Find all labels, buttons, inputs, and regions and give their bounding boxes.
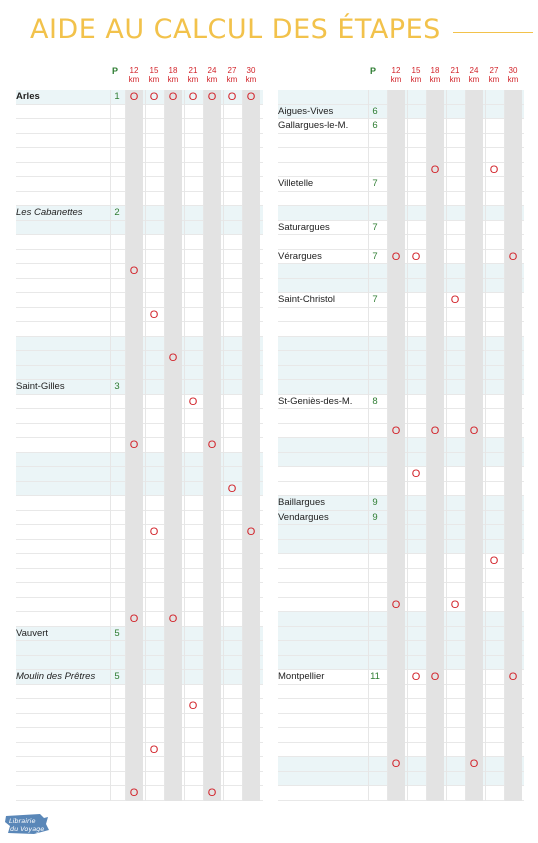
- town-name: Vendargues: [278, 511, 329, 523]
- column-separator: [407, 90, 408, 801]
- stage-marker: O: [129, 439, 139, 451]
- left-grid: [16, 90, 263, 801]
- distance-column-band: [504, 90, 522, 801]
- town-name: Les Cabanettes: [16, 207, 83, 218]
- town-name: Saint-Gilles: [16, 381, 65, 392]
- right-panel: [278, 64, 524, 801]
- distance-header-12: 12 km: [390, 66, 402, 84]
- stage-marker: O: [450, 294, 460, 306]
- distance-header-15: 15 km: [410, 66, 422, 84]
- distance-column-band: [426, 90, 444, 801]
- stage-marker: O: [149, 308, 159, 321]
- town-name: Arles: [16, 91, 40, 102]
- stage-marker: O: [489, 555, 499, 567]
- stage-marker: O: [469, 424, 479, 437]
- town-p-value: 6: [372, 105, 378, 117]
- distance-header-30: 30 km: [507, 66, 519, 84]
- stage-marker: O: [207, 91, 217, 103]
- distance-header-24: 24 km: [206, 66, 218, 84]
- right-grid: [278, 90, 524, 801]
- stage-marker: O: [207, 439, 217, 451]
- town-p-value: 11: [370, 671, 380, 682]
- stage-marker: O: [168, 352, 178, 364]
- stage-marker: O: [391, 598, 401, 611]
- stage-marker: O: [246, 91, 256, 103]
- stage-marker: O: [188, 395, 198, 408]
- town-p-value: 9: [372, 497, 378, 508]
- stage-marker: O: [469, 758, 479, 770]
- stage-marker: O: [430, 163, 440, 176]
- town-name: Vauvert: [16, 627, 49, 639]
- distance-header-18: 18 km: [167, 66, 179, 84]
- stage-marker: O: [129, 787, 139, 799]
- title-rule: [453, 32, 533, 33]
- distance-header-18: 18 km: [429, 66, 441, 84]
- column-separator: [485, 90, 486, 801]
- column-separator: [426, 90, 427, 801]
- stage-marker: O: [188, 91, 198, 103]
- distance-header-30: 30 km: [245, 66, 257, 84]
- town-name: Saturargues: [278, 221, 330, 233]
- town-name: Montpellier: [278, 671, 325, 682]
- distance-header-21: 21 km: [449, 66, 461, 84]
- column-separator: [242, 90, 243, 801]
- town-name: Vérargues: [278, 250, 322, 262]
- column-separator: [164, 90, 165, 801]
- stage-marker: O: [508, 250, 518, 263]
- town-name: Moulin des Prêtres: [16, 671, 96, 682]
- column-separator: [368, 90, 369, 801]
- town-name: Saint-Christol: [278, 294, 336, 305]
- distance-column-band: [465, 90, 483, 801]
- column-separator: [145, 90, 146, 801]
- publisher-logo: [4, 812, 50, 836]
- town-name: Aigues-Vives: [278, 105, 334, 117]
- town-p-value: 9: [372, 511, 378, 523]
- svg-text:Librairie: Librairie: [9, 817, 36, 825]
- stage-marker: O: [207, 787, 217, 799]
- town-p-value: 7: [372, 250, 378, 262]
- town-p-value: 7: [372, 178, 378, 189]
- distance-header-12: 12 km: [128, 66, 140, 84]
- column-separator: [110, 90, 111, 801]
- stage-marker: O: [227, 91, 237, 103]
- stage-marker: O: [149, 743, 159, 756]
- stage-marker: O: [227, 482, 237, 495]
- distance-column-band: [242, 90, 260, 801]
- stage-marker: O: [129, 91, 139, 103]
- stage-marker: O: [129, 265, 139, 277]
- stage-marker: O: [246, 526, 256, 538]
- stage-marker: O: [508, 671, 518, 683]
- town-p-value: 3: [114, 381, 120, 392]
- stage-marker: O: [149, 526, 159, 538]
- stage-marker: O: [391, 250, 401, 263]
- distance-header-27: 27 km: [226, 66, 238, 84]
- town-p-value: 6: [372, 120, 378, 131]
- distance-header-24: 24 km: [468, 66, 480, 84]
- town-p-value: 2: [114, 207, 120, 218]
- page-title: AIDE AU CALCUL DES ÉTAPES: [30, 14, 441, 45]
- left-panel: [16, 64, 263, 801]
- stage-marker: O: [411, 671, 421, 683]
- stage-marker: O: [450, 598, 460, 611]
- town-name: Villetelle: [278, 178, 314, 189]
- stage-marker: O: [411, 250, 421, 263]
- p-column-header: P: [370, 66, 377, 76]
- column-separator: [465, 90, 466, 801]
- stage-marker: O: [149, 91, 159, 103]
- distance-header-21: 21 km: [187, 66, 199, 84]
- left-header: [16, 64, 263, 90]
- right-header: [278, 64, 524, 90]
- stage-marker: O: [430, 671, 440, 683]
- town-p-value: 7: [372, 294, 378, 305]
- p-column-header: P: [112, 66, 119, 76]
- town-p-value: 8: [372, 395, 378, 407]
- stage-marker: O: [489, 163, 499, 176]
- column-separator: [184, 90, 185, 801]
- stage-marker: O: [430, 424, 440, 437]
- town-name: St-Geniès-des-M.: [278, 395, 353, 407]
- column-separator: [223, 90, 224, 801]
- column-separator: [446, 90, 447, 801]
- stage-marker: O: [168, 613, 178, 625]
- town-p-value: 7: [372, 221, 378, 233]
- distance-column-band: [164, 90, 182, 801]
- stage-marker: O: [391, 424, 401, 437]
- stage-marker: O: [411, 468, 421, 480]
- town-p-value: 5: [114, 671, 120, 682]
- town-p-value: 1: [114, 91, 120, 102]
- svg-text:du Voyage: du Voyage: [10, 825, 45, 833]
- stage-marker: O: [391, 758, 401, 770]
- town-name: Baillargues: [278, 497, 325, 508]
- town-p-value: 5: [114, 627, 120, 639]
- stage-marker: O: [168, 91, 178, 103]
- distance-header-27: 27 km: [488, 66, 500, 84]
- column-separator: [504, 90, 505, 801]
- stage-marker: O: [188, 700, 198, 712]
- distance-header-15: 15 km: [148, 66, 160, 84]
- town-name: Gallargues-le-M.: [278, 120, 349, 131]
- distance-column-band: [387, 90, 405, 801]
- stage-marker: O: [129, 613, 139, 625]
- column-separator: [387, 90, 388, 801]
